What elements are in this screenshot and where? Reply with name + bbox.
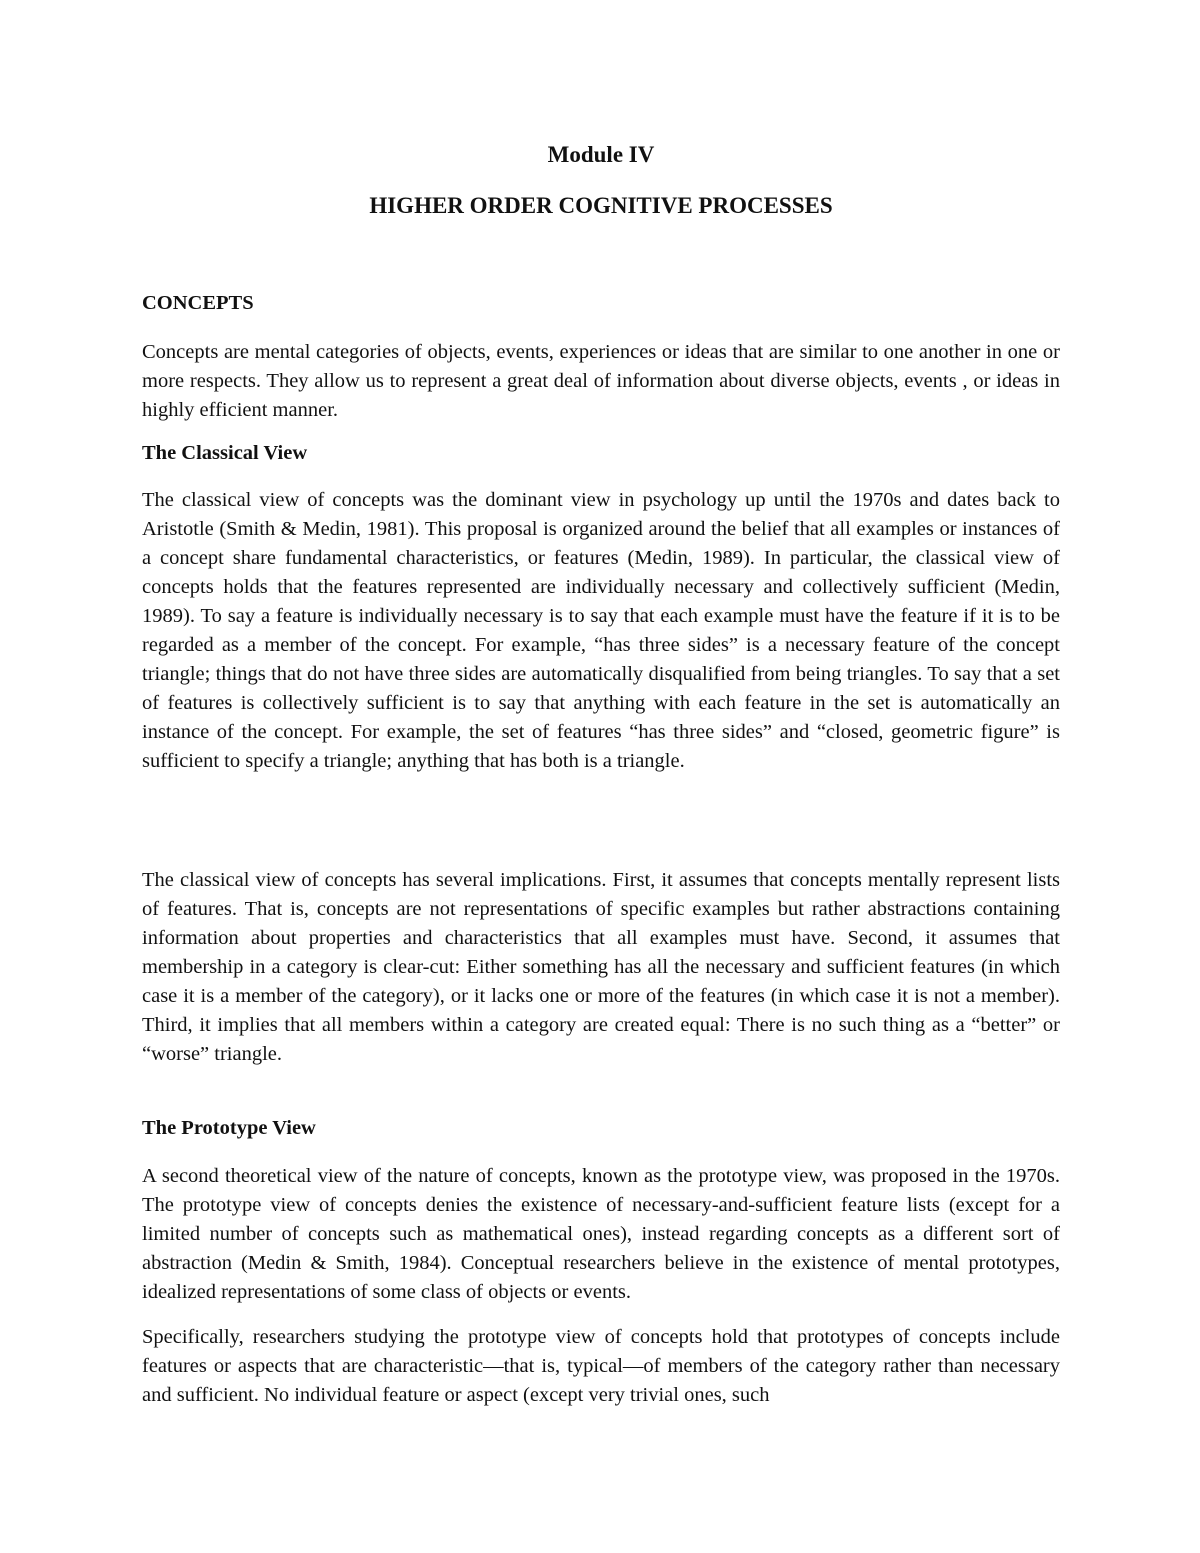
module-subtitle: HIGHER ORDER COGNITIVE PROCESSES [369, 193, 833, 218]
prototype-view-paragraph-1: A second theoretical view of the nature of concepts, known as the prototype view, was proposed in the 1970s. The prototype view of concepts denies the existence of necessary-and-sufficient feature lists (except for a limited number of concepts such as mathematical ones), instead regarding concepts as a different sort of abstraction (Medin & Smith, 1984). Conceptual researchers believe in the existence of mental prototypes, idealized representations of some class of objects or events. [142, 1165, 1060, 1303]
classical-view-heading: The Classical View [142, 442, 308, 464]
classical-view-paragraph-2: The classical view of concepts has several implications. First, it assumes that concepts mentally represent lists of features. That is, concepts are not representations of specific examples but rather abstractions containing information about properties and characteristics that all examples must have. Second, it assumes that membership in a category is clear-cut: Either something has all the necessary and sufficient features (in which case it is a member of the category), or it lacks one or more of the features (in which case it is not a member). Third, it implies that all members within a category are created equal: There is no such thing as a “better” or “worse” triangle. [142, 869, 1060, 1065]
prototype-view-heading: The Prototype View [142, 1117, 316, 1139]
module-title: Module IV [547, 142, 655, 167]
classical-view-paragraph-1: The classical view of concepts was the dominant view in psychology up until the 1970s and dates back to Aristotle (Smith & Medin, 1981). This proposal is organized around the belief that all examples or instances of a concept share fundamental characteristics, or features (Medin, 1989). In particular, the classical view of concepts holds that the features represented are individually necessary and collectively sufficient (Medin, 1989). To say a feature is individually necessary is to say that each example must have the feature if it is to be regarded as a member of the concept. For example, “has three sides” is a necessary feature of the concept triangle; things that do not have three sides are automatically disqualified from being triangles. To say that a set of features is collectively sufficient is to say that anything with each feature in the set is automatically an instance of the concept. For example, the set of features “has three sides” and “closed, geometric figure” is sufficient to specify a triangle; anything that has both is a triangle. [142, 489, 1060, 772]
prototype-view-paragraph-2: Specifically, researchers studying the prototype view of concepts hold that prototypes of concepts include features or aspects that are characteristic—that is, typical—of members of the category rather than necessary and sufficient. No individual feature or aspect (except very trivial ones, such [142, 1326, 1060, 1406]
concepts-heading: CONCEPTS [142, 292, 254, 314]
concepts-paragraph: Concepts are mental categories of objects, events, experiences or ideas that are similar to one another in one or more respects. They allow us to represent a great deal of information about diverse objects, events , or ideas in highly efficient manner. [142, 341, 1060, 421]
